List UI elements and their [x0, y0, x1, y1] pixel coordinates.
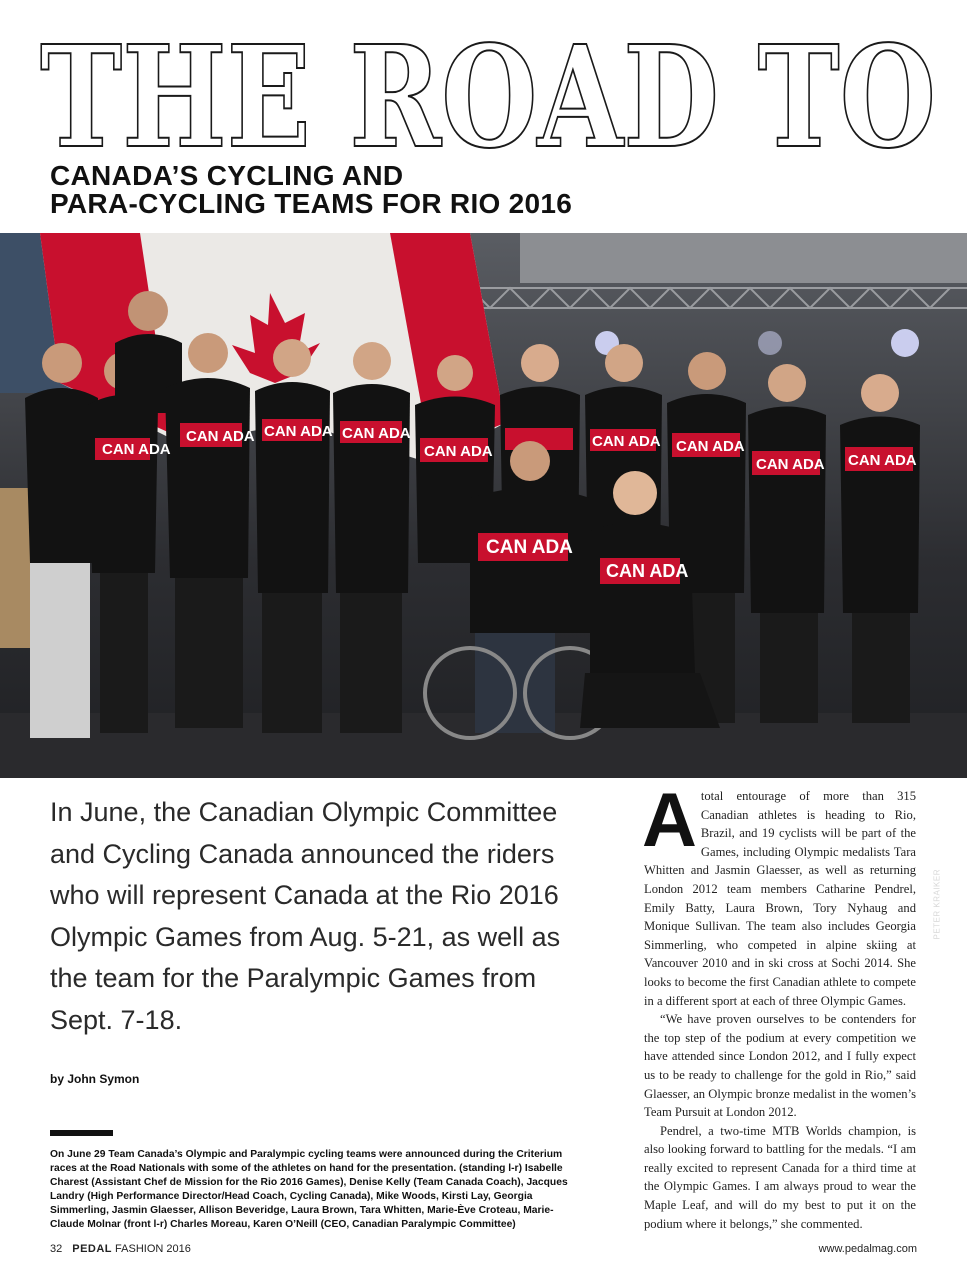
jacket-text-4: CAN ADA — [342, 425, 411, 442]
jacket-text-7: CAN ADA — [676, 438, 745, 455]
magazine-name: PEDAL — [72, 1243, 113, 1255]
intro-paragraph: In June, the Canadian Olympic Committee and Cycling Canada announced the riders who will represent Canada at the Rio 2016 Olympic Games from Aug. 5-21, as well as the team for the Paralympic Games from Sept. 7-18. — [50, 797, 561, 1035]
drop-cap: A — [642, 778, 697, 863]
page-number: 32 — [50, 1243, 63, 1255]
photo-credit: PETER KRAIKER — [933, 869, 942, 940]
body-paragraph-1-text: total entourage of more than 315 Canadian athletes is heading to Rio, Brazil, and 19 cyclists will be part of the Games, including Olympic medalists Tara Whitten and Jasmin Glaesser, as well as returning London 2012 team members Catharine Pendrel, Emily Batty, Laura Brown, Tory Nyhaug and Monique Sullivan. The team also includes Georgia Simmerling, who competed in alpine skiing at Vancouver 2010 and in ski cross at Sochi 2014. She looks to become the first Canadian athlete to compete in a different sport at each of three Olympic Games. — [644, 789, 916, 1008]
jacket-text-3: CAN ADA — [264, 423, 333, 440]
subhead-line-2: PARA-CYCLING TEAMS FOR RIO 2016 — [50, 188, 573, 219]
photo-caption: On June 29 Team Canada’s Olympic and Paralympic cycling teams were announced during the Criterium races at the Road Nationals with some of the athletes on hand for the presentation. (standing l-r) Isabelle Charest (Assistant Chef de Mission for the Rio 2016 Games), Denise Kelly (Team Canada Coach), Jacques Landry (High Performance Director/Head Coach, Cycling Canada), Mike Woods, Kirsti Lay, Georgia Simmerling, Jasmin Glaesser, Allison Beveridge, Laura Brown, Tara Whitten, Marie-Ève Croteau, Marie-Claude Molnar (front l-r) Charles Moreau, Karen O’Neill (CEO, Canadian Paralympic Committee) — [50, 1149, 568, 1230]
jacket-text-10: CAN ADA — [486, 537, 573, 558]
body-paragraph-3: Pendrel, a two-time MTB Worlds champion, is also looking forward to battling for the medals. “I am really excited to represent Canada for a third time at the Olympic Games. I am always proud to wear the Maple Leaf, and will do my best to put it on the podium where it belongs,” she commented. — [644, 1123, 916, 1231]
wood-wall — [0, 488, 30, 648]
caption-rule — [50, 1130, 113, 1136]
jacket-text-5: CAN ADA — [424, 443, 493, 460]
footer-left — [50, 1243, 191, 1255]
jacket-text-9: CAN ADA — [848, 452, 917, 469]
subhead-line-1: CANADA’S CYCLING AND — [50, 160, 404, 191]
article-body — [642, 778, 916, 1233]
jacket-text-1: CAN ADA — [102, 441, 171, 458]
jacket-text-11: CAN ADA — [606, 561, 689, 581]
body-paragraph-1 — [642, 778, 916, 1010]
headline-text: THE ROAD TO — [40, 16, 936, 180]
subhead — [50, 162, 572, 218]
building-roof — [520, 233, 967, 283]
byline: by John Symon — [50, 1072, 140, 1086]
footer-url[interactable]: www.pedalmag.com — [818, 1243, 917, 1255]
issue-name: FASHION 2016 — [115, 1243, 191, 1255]
body-paragraph-2: “We have proven ourselves to be contenders for the top step of the podium at every competition we have attended since London 2012, and I fully expect us to be ready to challenge for the gold in Rio,” said Glaesser, an Olympic bronze medalist in the women’s Team Pursuit at London 2012. — [644, 1012, 916, 1120]
team-photo-illustration — [0, 233, 967, 778]
jacket-text-8: CAN ADA — [756, 456, 825, 473]
jacket-text-6: CAN ADA — [592, 433, 661, 450]
jacket-text-2: CAN ADA — [186, 428, 255, 445]
